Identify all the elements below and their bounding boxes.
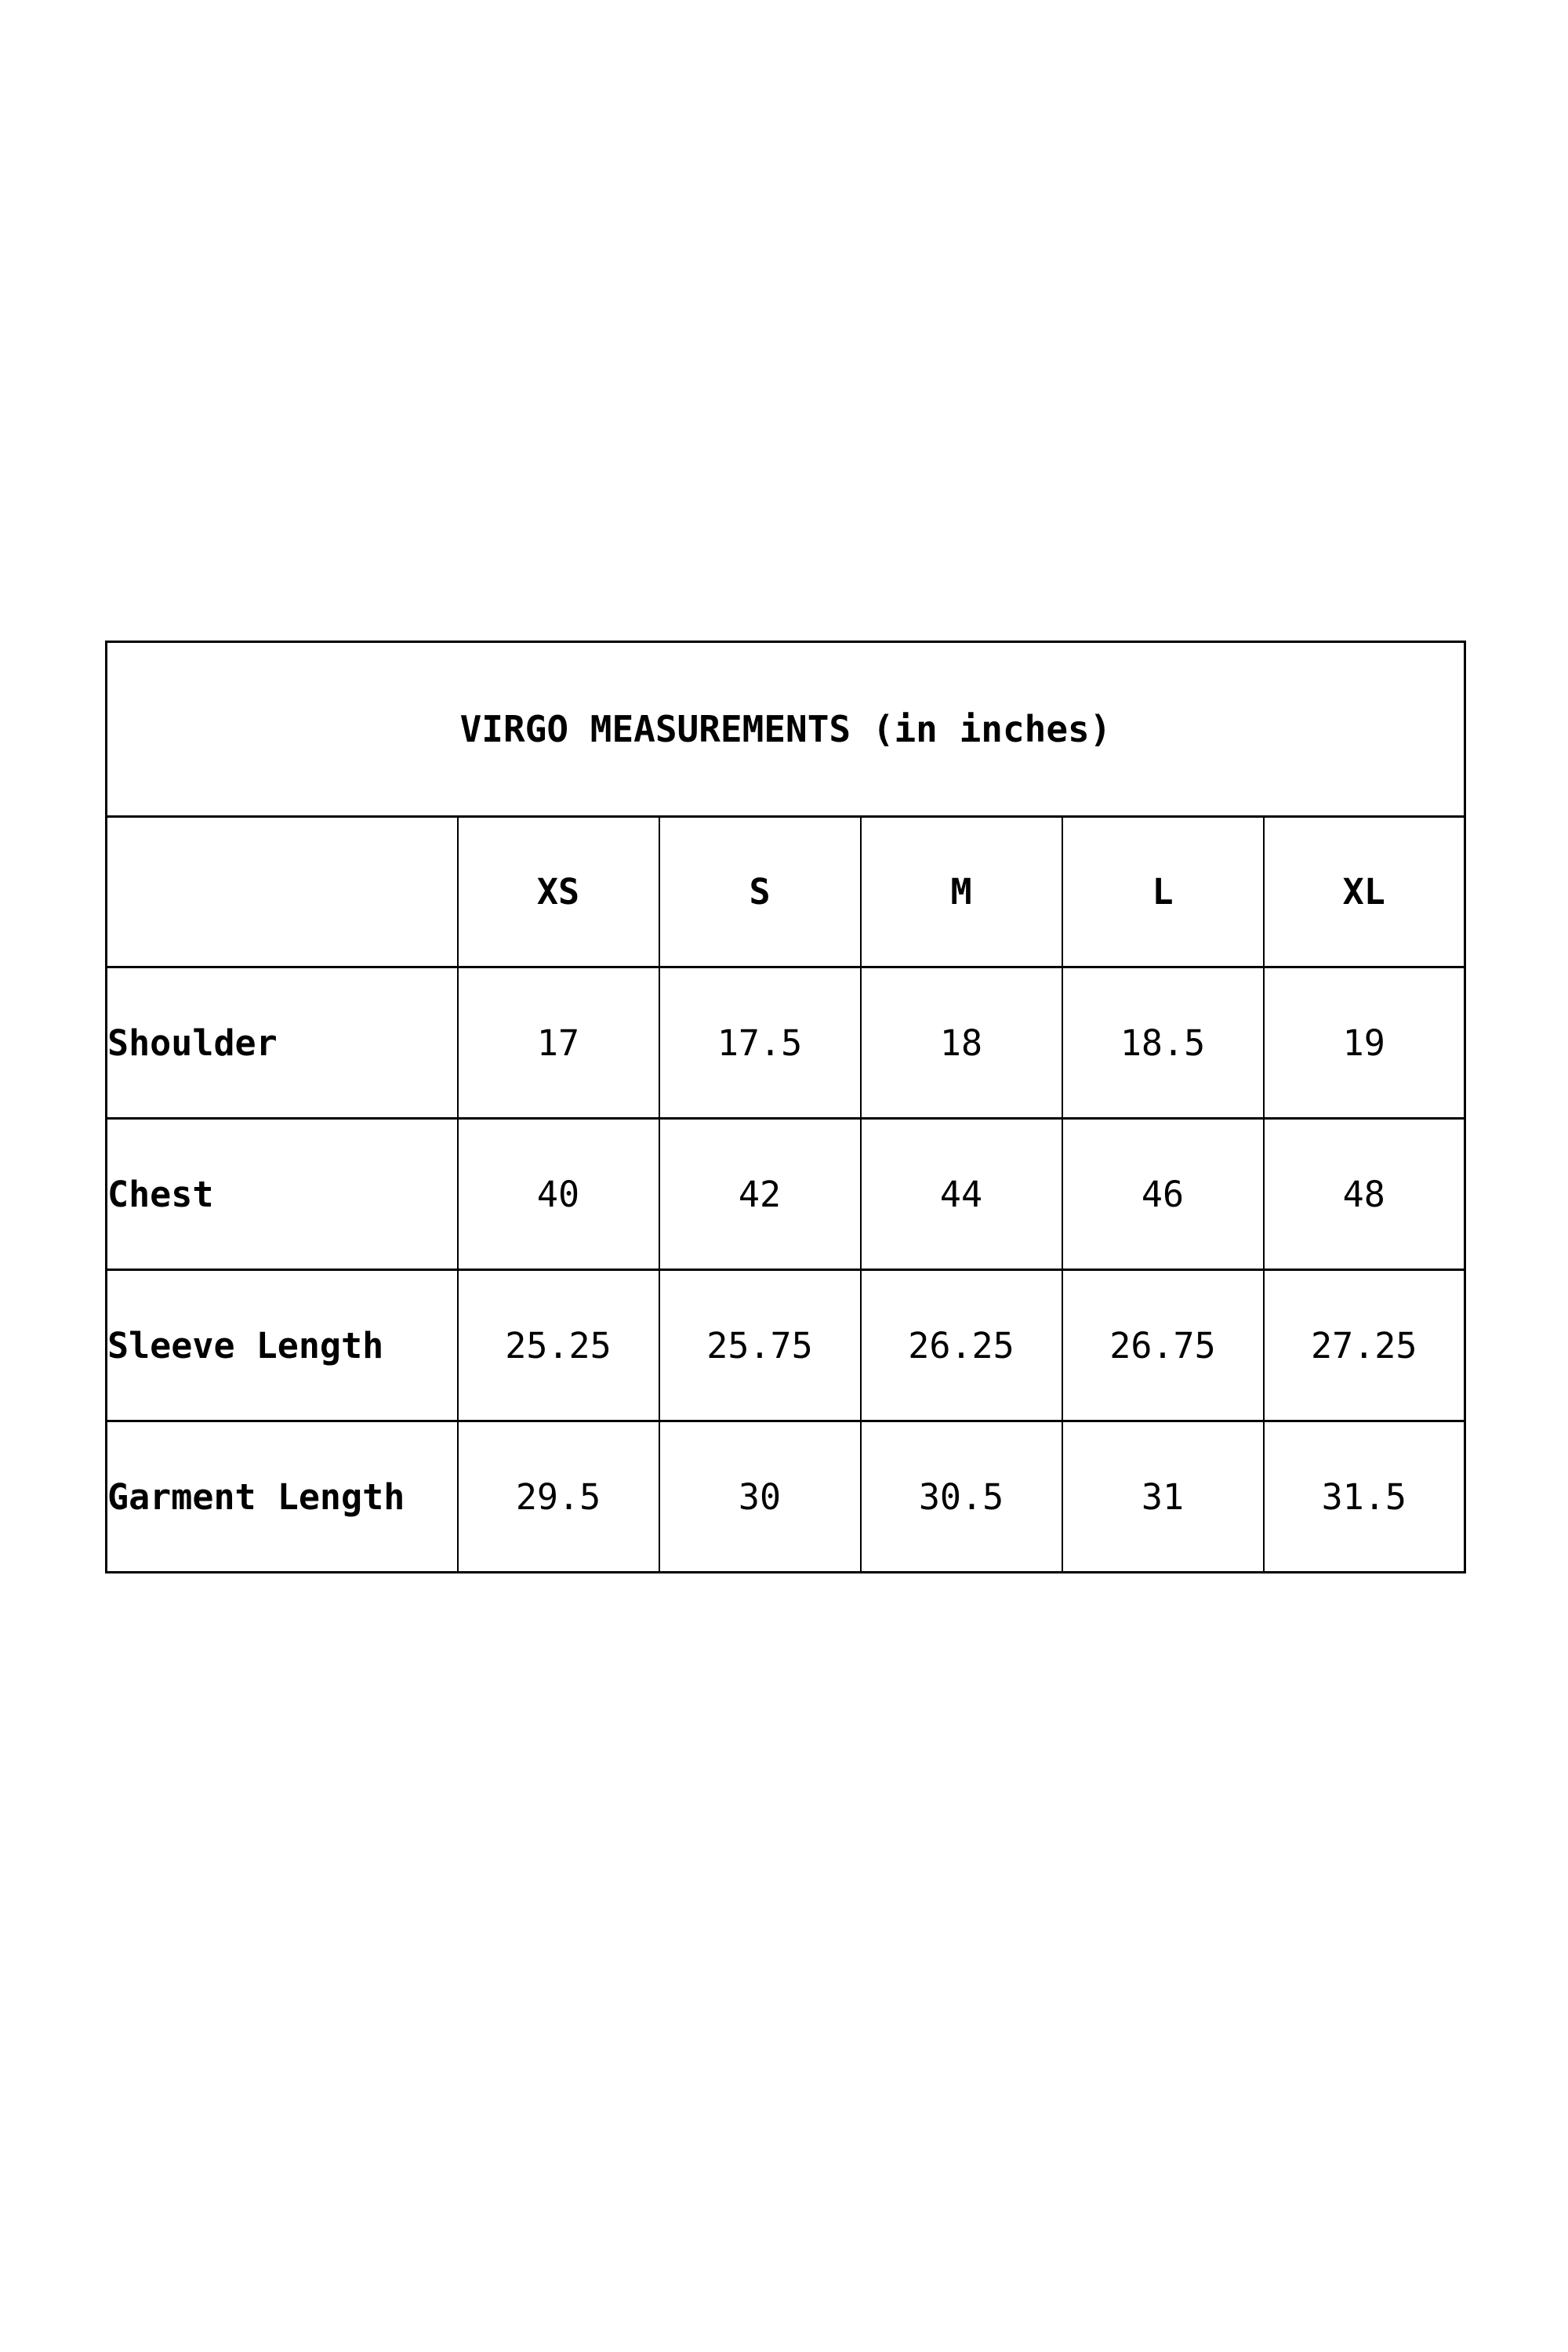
size-header-m: M — [861, 817, 1062, 967]
cell-garment-l: 31 — [1062, 1421, 1264, 1573]
cell-sleeve-s: 25.75 — [659, 1270, 861, 1421]
cell-chest-m: 44 — [861, 1119, 1062, 1270]
cell-shoulder-xl: 19 — [1264, 967, 1465, 1119]
cell-chest-xs: 40 — [458, 1119, 659, 1270]
row-label-shoulder: Shoulder — [107, 967, 458, 1119]
cell-garment-s: 30 — [659, 1421, 861, 1573]
cell-chest-l: 46 — [1062, 1119, 1264, 1270]
size-header-xs: XS — [458, 817, 659, 967]
size-header-xl: XL — [1264, 817, 1465, 967]
cell-shoulder-xs: 17 — [458, 967, 659, 1119]
cell-chest-s: 42 — [659, 1119, 861, 1270]
measurements-table — [105, 641, 1466, 1573]
row-label-chest: Chest — [107, 1119, 458, 1270]
size-header-l: L — [1062, 817, 1264, 967]
size-chart — [105, 641, 1466, 1573]
table-row-shoulder — [107, 967, 1465, 1119]
cell-sleeve-xs: 25.25 — [458, 1270, 659, 1421]
table-row-chest — [107, 1119, 1465, 1270]
cell-garment-xl: 31.5 — [1264, 1421, 1465, 1573]
cell-sleeve-xl: 27.25 — [1264, 1270, 1465, 1421]
cell-sleeve-l: 26.75 — [1062, 1270, 1264, 1421]
cell-garment-m: 30.5 — [861, 1421, 1062, 1573]
table-row-sleeve-length — [107, 1270, 1465, 1421]
row-label-sleeve-length: Sleeve Length — [107, 1270, 458, 1421]
title-row — [107, 642, 1465, 817]
row-label-garment-length: Garment Length — [107, 1421, 458, 1573]
table-row-garment-length — [107, 1421, 1465, 1573]
cell-shoulder-m: 18 — [861, 967, 1062, 1119]
corner-cell — [107, 817, 458, 967]
cell-shoulder-l: 18.5 — [1062, 967, 1264, 1119]
table-title: VIRGO MEASUREMENTS (in inches) — [107, 642, 1465, 817]
size-header-row — [107, 817, 1465, 967]
cell-sleeve-m: 26.25 — [861, 1270, 1062, 1421]
cell-chest-xl: 48 — [1264, 1119, 1465, 1270]
size-header-s: S — [659, 817, 861, 967]
cell-garment-xs: 29.5 — [458, 1421, 659, 1573]
cell-shoulder-s: 17.5 — [659, 967, 861, 1119]
